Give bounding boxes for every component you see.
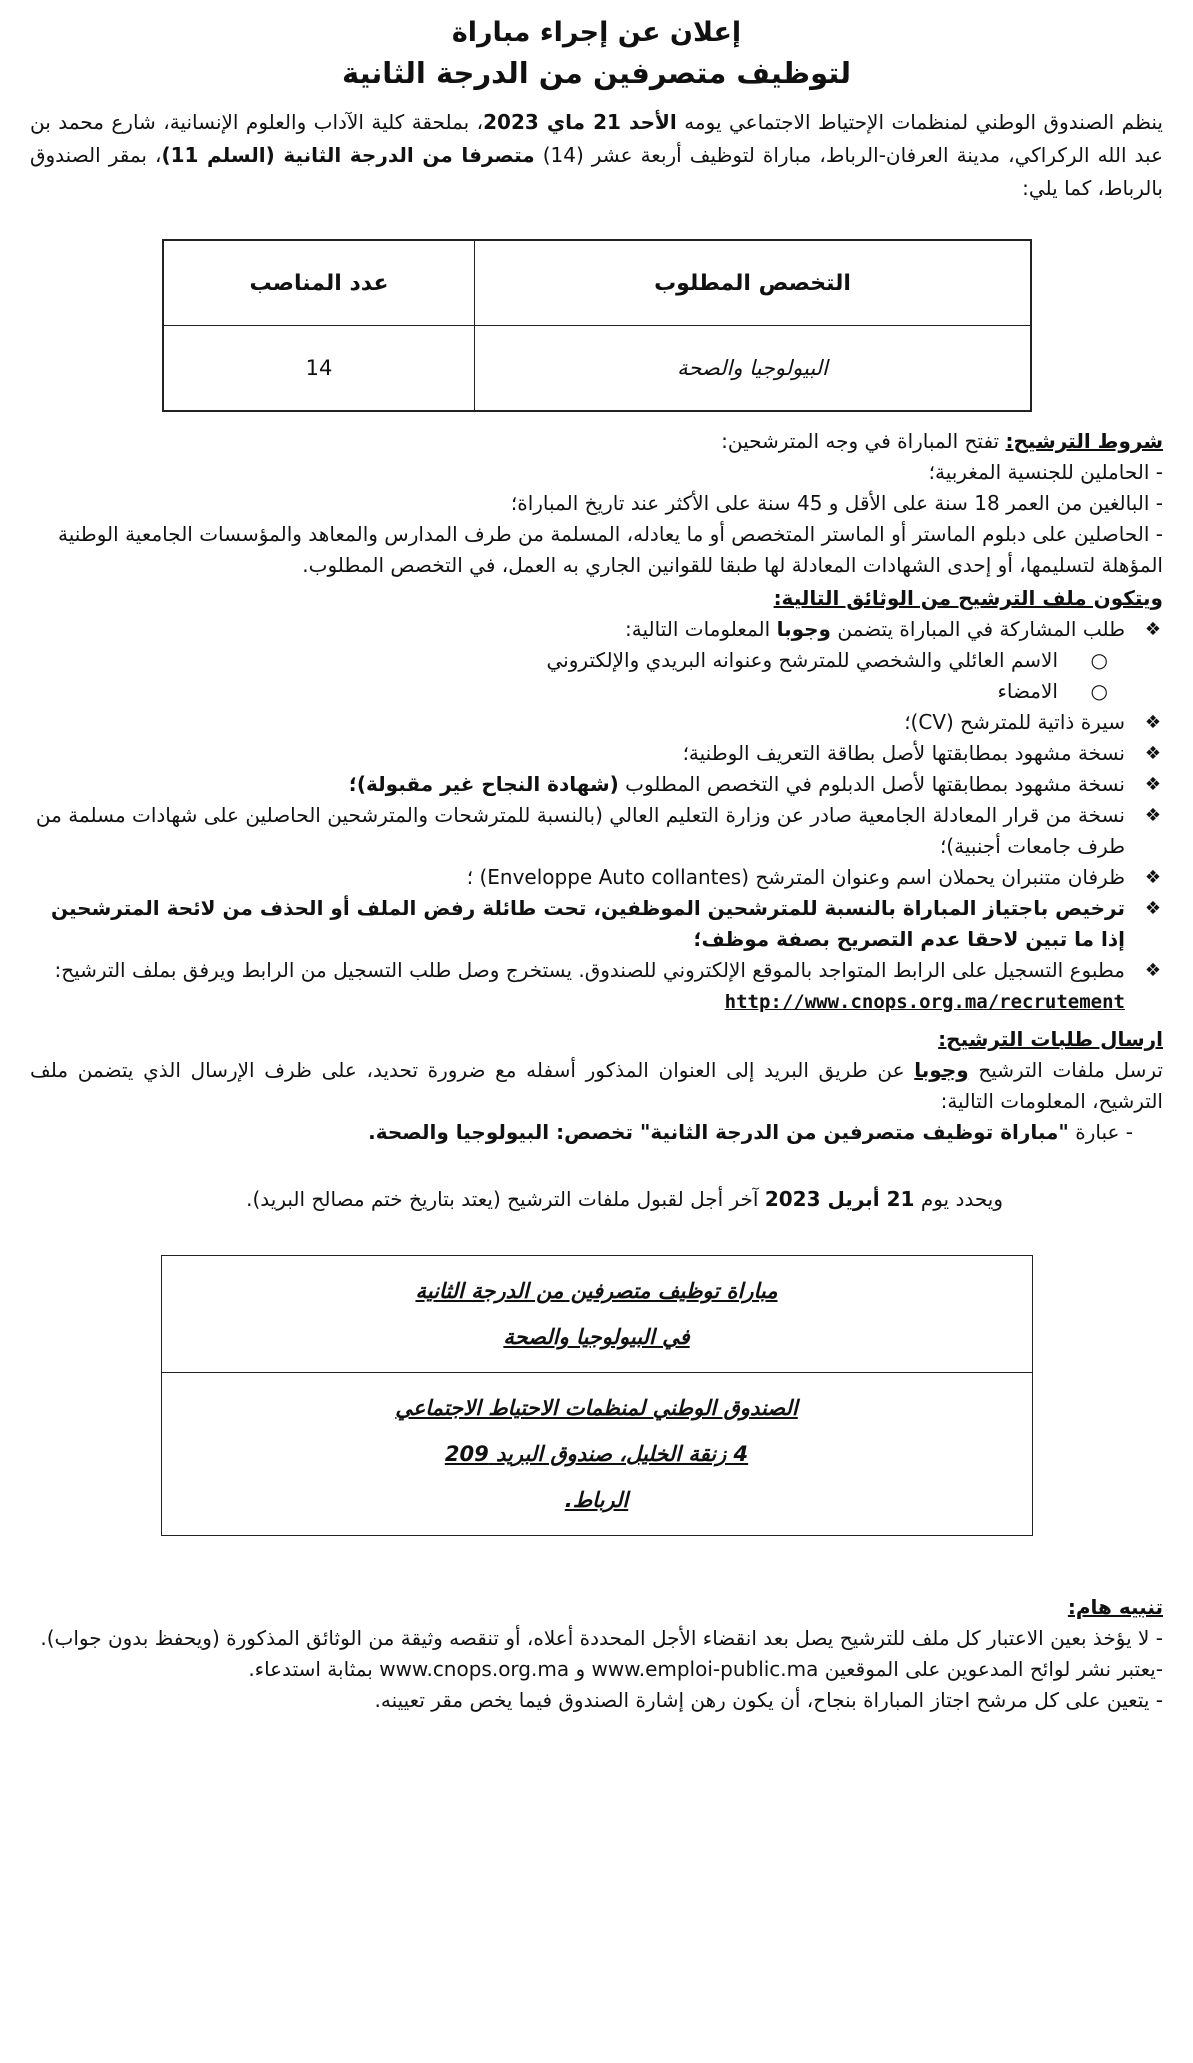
doc-item-emphasis: ترخيص باجتياز المباراة بالنسبة للمترشحين الموظفين، تحت طائلة رفض الملف أو الحذف من لائحة المترشحين إذا ما تبين لاحقا عدم التصريح بصفة موظف؛ [51,896,1125,951]
deadline-date: 21 أبريل 2023 [764,1187,915,1211]
list-item [30,676,1108,707]
posts-table [162,239,1032,412]
address-line: في البيولوجيا والصحة [503,1325,690,1349]
sending-item [30,1117,1163,1148]
table-cell-posts: 14 [163,326,475,412]
intro-grade: متصرفا من الدرجة الثانية (السلم 11) [161,143,535,167]
conditions-title: شروط الترشيح: [1005,429,1163,453]
conditions-list [30,457,1163,581]
address-box-bottom [162,1372,1032,1535]
page-subtitle: لتوظيف متصرفين من الدرجة الثانية [341,56,851,90]
documents-title: ويتكون ملف الترشيح من الوثائق التالية: [773,586,1163,610]
documents-sublist [30,645,1163,707]
intro-text-3: ، بمقر الصندوق بالرباط، كما يلي: [30,143,1163,200]
table-row [163,326,1031,412]
sending-item-text: - عبارة [1075,1120,1133,1144]
announcement-page [30,0,1163,2040]
address-box-top [162,1256,1032,1372]
address-line: الصندوق الوطني لمنظمات الاحتياط الاجتماعي [395,1396,798,1420]
sending-text: عن طريق البريد إلى العنوان المذكور أسفله مع ضرورة تحديد، على ظرف الإرسال الذي يتضمن ملف الترشيح، المعلومات التالية: [30,1058,1163,1113]
intro-paragraph [30,106,1163,205]
address-line: 4 زنقة الخليل، صندوق البريد 209 [444,1442,749,1466]
documents-list-continued [30,707,1163,1018]
note-item: - يتعين على كل مرشح اجتاز المباراة بنجاح، أن يكون رهن إشارة الصندوق فيما يخص مقر تعيينه. [374,1688,1163,1712]
address-line: مباراة توظيف متصرفين من الدرجة الثانية [415,1279,778,1303]
sending-text: ترسل ملفات الترشيح [978,1058,1163,1082]
list-item [30,769,1163,800]
table-header-posts: عدد المناصب [163,240,475,326]
diamond-bullet-icon: ❖ [1144,805,1161,826]
notes-title: تنبيه هام: [1067,1595,1163,1619]
note-text: -يعتبر نشر لوائح المدعوين على الموقعين [824,1657,1163,1681]
list-item [30,862,1163,893]
doc-item-text: نسخة مشهود بمطابقتها لأصل بطاقة التعريف الوطنية؛ [682,741,1125,765]
address-line: الرباط. [564,1488,629,1512]
note-text: بمثابة استدعاء. [248,1657,373,1681]
sending-emphasis: وجوبا [914,1058,969,1082]
sub-item-text: الاسم العائلي والشخصي للمترشح وعنوانه البريدي والإلكتروني [546,648,1058,672]
deadline-text: آخر أجل لقبول ملفات الترشيح (يعتد بتاريخ ختم مصالح البريد). [246,1187,759,1211]
deadline-line [30,1184,1163,1215]
intro-text-2: ، بملحقة كلية الآداب والعلوم الإنسانية، شارع محمد بن عبد الله الركراكي، مدينة العرفان-الرباط، مباراة لتوظيف أربعة عشر (14) [30,110,1164,167]
site-link[interactable]: www.cnops.org.ma [379,1657,570,1681]
diamond-bullet-icon: ❖ [1144,619,1161,640]
recruitment-link[interactable]: http://www.cnops.org.ma/recrutement [724,991,1125,1013]
documents-list [30,614,1163,645]
note-item: - لا يؤخذ بعين الاعتبار كل ملف للترشيح يصل بعد انقضاء الأجل المحددة أعلاه، أو تنقصه وثيقة من الوثائق المذكورة (ويحفظ بدون جواب). [40,1626,1163,1650]
list-item [30,645,1108,676]
doc-item-text: ظرفان متنبران يحملان اسم وعنوان المترشح (Enveloppe Auto collantes) ؛ [466,865,1125,889]
diamond-bullet-icon: ❖ [1144,867,1161,888]
sending-section [30,1024,1163,1148]
site-link[interactable]: www.emploi-public.ma [591,1657,819,1681]
table-header-row [163,240,1031,326]
list-item: - الحاملين للجنسية المغربية؛ [928,460,1163,484]
notes-section [30,1592,1163,1716]
table-cell-specialty: البيولوجيا والصحة [475,326,1031,412]
sending-item-emphasis: "مباراة توظيف متصرفين من الدرجة الثانية" تخصص: البيولوجيا والصحة. [368,1120,1069,1144]
list-item [30,707,1163,738]
doc-item-text: طلب المشاركة في المباراة يتضمن [837,617,1125,641]
sub-item-text: الامضاء [997,679,1058,703]
address-box [161,1255,1033,1536]
list-item: - الحاصلين على دبلوم الماستر أو الماستر المتخصص أو ما يعادله، المسلمة من طرف المدارس والمعاهد والمؤسسات الجامعية الوطنية المؤهلة لتسليمها، أو إحدى الشهادات المعادلة لها طبقا للقوانين الجاري به العمل، في التخصص المطلوب. [58,522,1163,577]
circle-bullet-icon: ○ [1090,648,1108,672]
doc-item-text: نسخة مشهود بمطابقتها لأصل الدبلوم في التخصص المطلوب [625,772,1125,796]
note-text: و [575,1657,586,1681]
list-item [30,738,1163,769]
diamond-bullet-icon: ❖ [1144,898,1161,919]
intro-text-1: ينظم الصندوق الوطني لمنظمات الإحتياط الاجتماعي يومه [684,110,1163,134]
diamond-bullet-icon: ❖ [1144,712,1161,733]
list-item [30,800,1163,862]
diamond-bullet-icon: ❖ [1144,960,1161,981]
sending-title: ارسال طلبات الترشيح: [938,1027,1163,1051]
conditions-lead: تفتح المباراة في وجه المترشحين: [721,429,1000,453]
table-header-specialty: التخصص المطلوب [475,240,1031,326]
list-item [30,955,1163,1018]
list-item: - البالغين من العمر 18 سنة على الأقل و 45 سنة على الأكثر عند تاريخ المباراة؛ [510,491,1163,515]
list-item [30,893,1163,955]
diamond-bullet-icon: ❖ [1144,774,1161,795]
doc-item-text: مطبوع التسجيل على الرابط المتواجد بالموقع الإلكتروني للصندوق. يستخرج وصل طلب التسجيل من الرابط ويرفق بملف الترشيح: [54,958,1125,982]
doc-item-emphasis: وجوبا [776,617,831,641]
documents-section [30,583,1163,1018]
doc-item-text: المعلومات التالية: [625,617,771,641]
doc-item-emphasis: (شهادة النجاح غير مقبولة)؛ [348,772,619,796]
sending-paragraph [30,1055,1163,1117]
note-item [30,1654,1163,1685]
intro-date: الأحد 21 ماي 2023 [483,110,677,134]
conditions-section [30,426,1163,581]
doc-item-text: نسخة من قرار المعادلة الجامعية صادر عن وزارة التعليم العالي (بالنسبة للمترشحات والمترشحين الحاصلين على شهادات مسلمة من طرف جامعات أجنبية)؛ [35,803,1125,858]
deadline-text: ويحدد يوم [920,1187,1003,1211]
page-title: إعلان عن إجراء مباراة [451,17,742,48]
diamond-bullet-icon: ❖ [1144,743,1161,764]
list-item [30,614,1163,645]
doc-item-text: سيرة ذاتية للمترشح (CV)؛ [904,710,1125,734]
circle-bullet-icon: ○ [1090,679,1108,703]
